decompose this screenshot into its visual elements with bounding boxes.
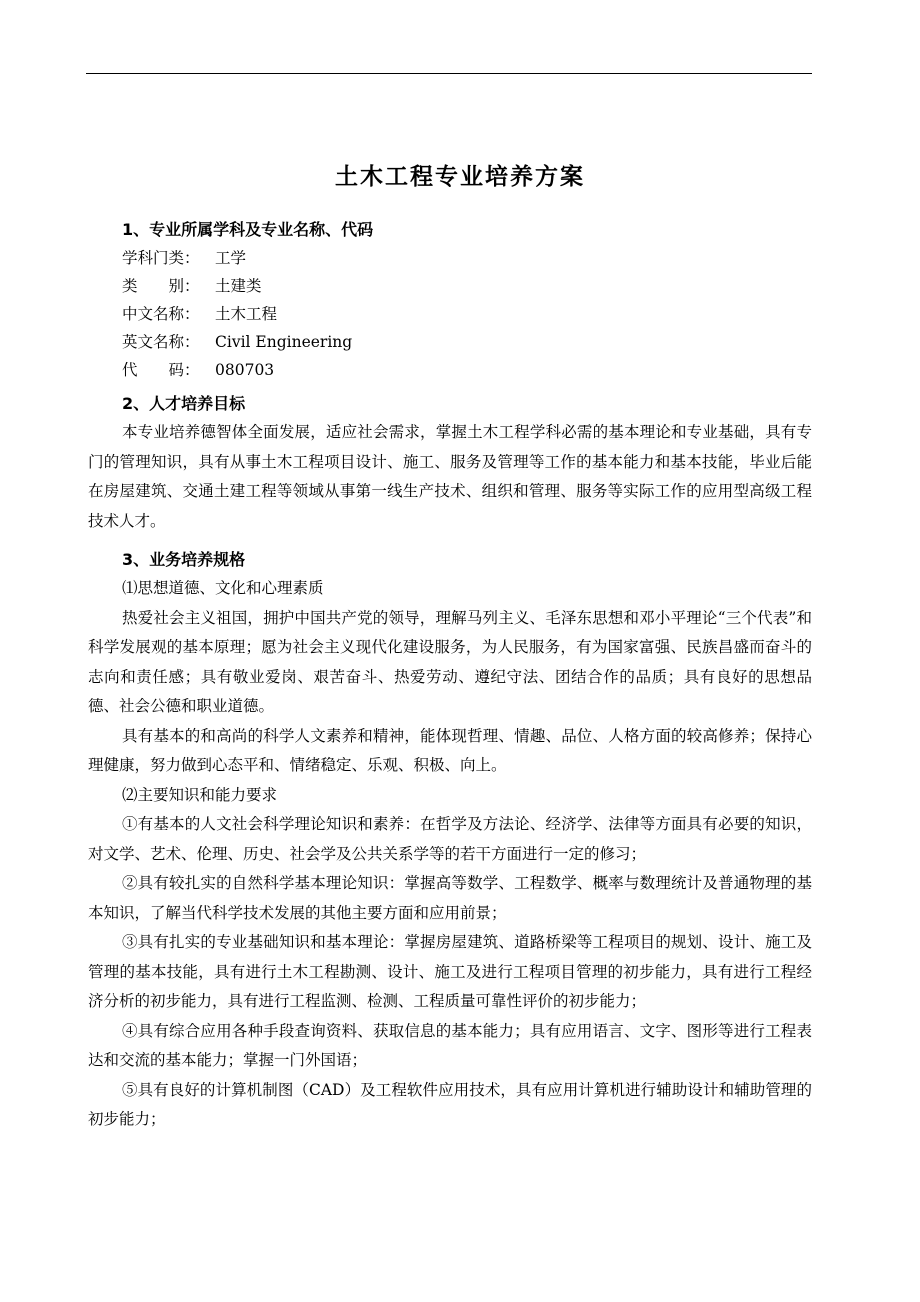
field-label: 类 别： [122, 277, 200, 295]
field-row [88, 244, 812, 272]
subsection-2-heading: ⑵主要知识和能力要求 [122, 785, 278, 804]
requirement-item: ②具有较扎实的自然科学基本理论知识：掌握高等数学、工程数学、概率与数理统计及普通物理的基本知识，了解当代科学技术发展的其他主要方面和应用前景； [88, 874, 812, 922]
field-value: Civil Engineering [215, 333, 353, 351]
field-label: 学科门类： [122, 249, 200, 267]
requirement-item: ③具有扎实的专业基础知识和基本理论：掌握房屋建筑、道路桥梁等工程项目的规划、设计、施工及管理的基本技能，具有进行土木工程勘测、设计、施工及进行工程项目管理的初步能力，具有进行工程经济分析的初步能力，具有进行工程监测、检测、工程质量可靠性评价的初步能力； [88, 933, 812, 1010]
field-row [88, 356, 812, 384]
requirement-item: ④具有综合应用各种手段查询资料、获取信息的基本能力；具有应用语言、文字、图形等进行工程表达和交流的基本能力；掌握一门外国语； [88, 1021, 812, 1069]
section-2-heading: 2、人才培养目标 [122, 394, 246, 413]
field-value: 080703 [215, 361, 275, 379]
paragraph-morality: 热爱社会主义祖国，拥护中国共产党的领导，理解马列主义、毛泽东思想和邓小平理论“三个代表”和科学发展观的基本原理；愿为社会主义现代化建设服务，为人民服务，有为国家富强、民族昌盛而奋斗的志向和责任感；具有敬业爱岗、艰苦奋斗、热爱劳动、遵纪守法、团结合作的品质；具有良好的思想品德、社会公德和职业道德。 [88, 608, 812, 715]
document-body [88, 216, 812, 1135]
field-value: 土建类 [215, 277, 262, 295]
requirement-item: ⑤具有良好的计算机制图（CAD）及工程软件应用技术，具有应用计算机进行辅助设计和辅助管理的初步能力； [88, 1080, 812, 1128]
header-rule [86, 73, 812, 74]
page-title: 土木工程专业培养方案 [335, 164, 585, 190]
paragraph-humanities: 具有基本的和高尚的科学人文素养和精神，能体现哲理、情趣、品位、人格方面的较高修养；保持心理健康，努力做到心态平和、情绪稳定、乐观、积极、向上。 [88, 726, 812, 774]
field-label: 英文名称： [122, 333, 200, 351]
field-label: 代 码： [122, 361, 200, 379]
field-row [88, 300, 812, 328]
field-row [88, 272, 812, 300]
section-3-heading: 3、业务培养规格 [122, 550, 246, 569]
training-goal-paragraph: 本专业培养德智体全面发展，适应社会需求，掌握土木工程学科必需的基本理论和专业基础，具有专门的管理知识，具有从事土木工程项目设计、施工、服务及管理等工作的基本能力和基本技能，毕业后能在房屋建筑、交通土建工程等领域从事第一线生产技术、组织和管理、服务等实际工作的应用型高级工程技术人才。 [88, 423, 812, 530]
requirement-item: ①有基本的人文社会科学理论知识和素养：在哲学及方法论、经济学、法律等方面具有必要的知识，对文学、艺术、伦理、历史、社会学及公共关系学等的若干方面进行一定的修习； [88, 815, 812, 863]
section-1-heading: 1、专业所属学科及专业名称、代码 [122, 220, 374, 239]
field-row [88, 328, 812, 356]
field-value: 工学 [215, 249, 247, 267]
field-label: 中文名称： [122, 305, 200, 323]
subsection-1-heading: ⑴思想道德、文化和心理素质 [122, 579, 324, 597]
field-value: 土木工程 [215, 305, 278, 323]
